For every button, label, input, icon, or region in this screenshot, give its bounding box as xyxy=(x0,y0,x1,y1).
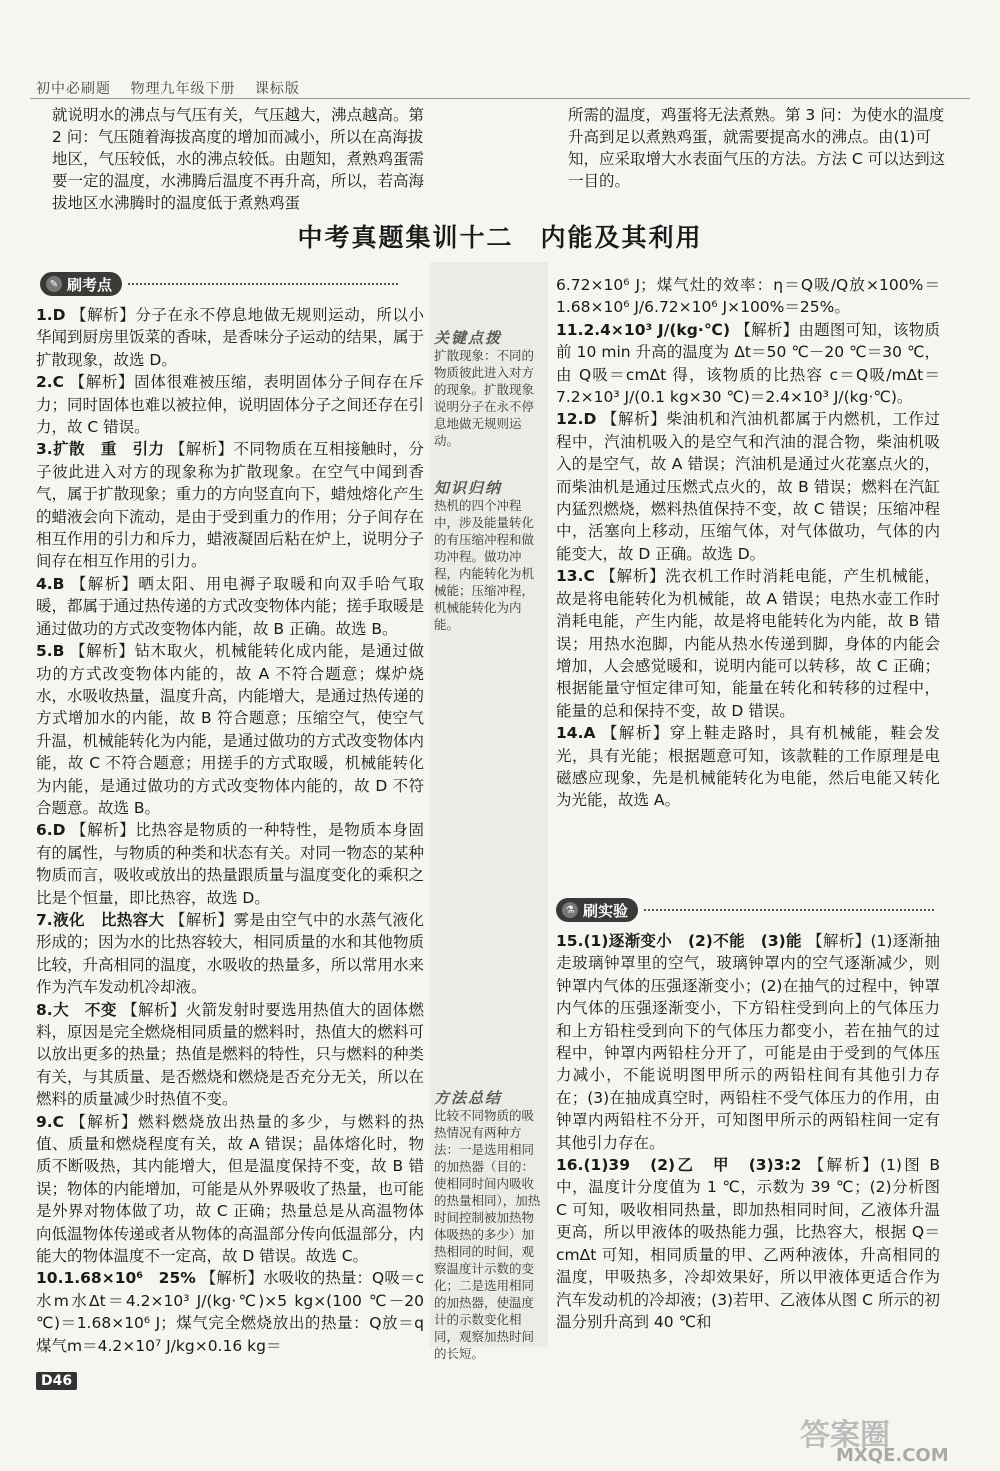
flask-icon: ⚗ xyxy=(562,902,578,918)
answer-explanation: 【解析】穿上鞋走路时，具有机械能，鞋会发光，具有光能；根据题意可知，该款鞋的工作原理是电磁感应现象，先是机械能转化为电能，然后电能又转化为光能，故选 A。 xyxy=(556,724,940,810)
answer-explanation: 6.72×10⁶ J；煤气灶的效率：η＝Q吸/Q放×100%＝1.68×10⁶ J/6.72×10⁶ J×100%＝25%。 xyxy=(556,276,940,317)
watermark-url: MXQE.COM xyxy=(836,1445,949,1466)
answer-explanation: 【解析】雾是由空气中的水蒸气液化形成的；因为水的比热容较大，相同质量的水和其他物质比较，升高相同的温度，水吸收的热量多，所以常用水来作为汽车发动机冷却液。 xyxy=(36,910,424,997)
answer-number: 11.2.4×10³ J/(kg·℃) xyxy=(556,320,731,339)
answer-item xyxy=(556,1154,940,1333)
answer-explanation: 【解析】晒太阳、用电褥子取暖和向双手哈气取暖，都属于通过热传递的方式改变物体内能；搓手取暖是通过做功的方式改变物体内能，故 B 正确。故选 B。 xyxy=(36,574,424,638)
answer-explanation: 【解析】柴油机和汽油机都属于内燃机，工作过程中，汽油机吸入的是空气和汽油的混合物，柴油机吸入的是空气，故 A 错误；汽油机是通过火花塞点火的，而柴油机是通过压燃式点火的，故 B 错误；燃料在汽缸内猛烈燃烧，燃料热值保持不变，故 C 错误；压缩冲程中，活塞向上移动，压缩气体，对气体做功，气体的内能变大，故 D 正确。故选 D。 xyxy=(556,410,940,563)
answer-explanation: 【解析】钻木取火，机械能转化成内能，是通过做功的方式改变物体内能的，故 A 不符合题意；煤炉烧水，水吸收热量，温度升高，内能增大，是通过热传递的方式增加水的内能，故 B 符合题意；压缩空气，使空气升温，机械能转化为内能，是通过做功的方式改变物体内能，故 C 不符合题意；用搓手的方式取暖，机械能转化为内能，是通过做功的方式改变物体内能的，故 D 不符合题意。故选 B。 xyxy=(36,642,424,817)
answer-number: 14.A xyxy=(556,724,596,743)
answer-item xyxy=(36,573,424,640)
continued-text-right: 所需的温度，鸡蛋将无法煮熟。第 3 问：为使水的温度升高到足以煮熟鸡蛋，就需要提高水的沸点。由(1)可知，应采取增大水表面气压的方法。方法 C 可以达到这一目的。 xyxy=(568,106,946,190)
sidebar-note-1: 关键点拨 扩散现象：不同的物质彼此进入对方的现象。扩散现象说明分子在永不停息地做无规则运动。 xyxy=(434,329,535,448)
pen-icon: ✎ xyxy=(46,276,62,292)
answer-explanation: 【解析】(1)逐渐抽走玻璃钟罩里的空气，玻璃钟罩内的空气逐渐减少，则钟罩内气体的压强逐渐变小；(2)在抽气的过程中，钟罩内气体的压强逐渐变小，下方铅柱受到向上的气体压力和上方铅柱受到向下的气体压力都变小，若在抽气的过程中，钟罩内两铅柱分开了，可能是由于受到的气体压力减小，不能说明图甲所示的两铅柱间有其他引力存在；(3)在抽成真空时，两铅柱不受气体压力的作用，由钟罩内两铅柱不分开，可知图甲所示的两铅柱间一定有其他引力存在。 xyxy=(556,932,940,1152)
running-header xyxy=(36,78,314,98)
answer-item xyxy=(36,371,424,438)
answer-explanation: 【解析】比热容是物质的一种特性，是物质本身固有的属性，与物质的种类和状态有关。对同一物态的某种物质而言，吸收或放出的热量跟质量与温度变化的乘积之比是个恒量，即比热容，故选 D。 xyxy=(36,821,424,907)
answer-number: 13.C xyxy=(556,567,595,586)
answer-item xyxy=(556,722,940,812)
answer-item xyxy=(556,408,940,565)
answer-number: 3.扩散 重 引力 xyxy=(36,440,165,459)
answer-number: 12.D xyxy=(556,410,597,429)
answer-number: 15.(1)逐渐变小 (2)不能 (3)能 xyxy=(556,932,802,950)
answer-explanation: 【解析】燃料燃烧放出热量的多少，与燃料的热值、质量和燃烧程度有关，故 A 错误；晶体熔化时，物质不断吸热，其内能增大，但是温度保持不变，故 B 错误；物体的内能增加，可能是从外界吸收了热量，也可能是外界对物体做了功，故 C 正确；热量总是从高温物体向低温物体传递或者从物体的高温部分传向低温部分，内能大的物体温度不一定高，故 D 错误。故选 C。 xyxy=(36,1112,424,1266)
header-series: 初中必刷题 xyxy=(36,81,111,97)
answer-number: 8.大 不变 xyxy=(36,1000,117,1019)
answer-item xyxy=(36,909,424,999)
answer-item xyxy=(36,999,424,1111)
answer-item xyxy=(556,930,940,1154)
answer-item xyxy=(36,1267,424,1357)
answer-item xyxy=(36,640,424,819)
right-answers xyxy=(556,274,940,812)
right-answers-experiment xyxy=(556,930,940,1333)
left-answers xyxy=(36,304,424,1357)
sidebar-note-3: 方法总结 比较不同物质的吸热情况有两种方法：一是选用相同的加热器（目的：使相同时间内吸收的热量相同），加热时间控制被加热物体吸热的多少）加热相同的时间，观察温度计示数的变化；二是选用相同的加热器，使温度计的示数变化相同，观察加热时间的长短。 xyxy=(434,1089,541,1361)
answer-number: 9.C xyxy=(36,1112,65,1131)
answer-number: 7.液化 比热容大 xyxy=(36,910,165,929)
section-label-shiyan: ⚗ 刷实验 xyxy=(556,898,934,922)
answer-number: 4.B xyxy=(36,574,65,593)
answer-number: 6.D xyxy=(36,821,66,840)
dotted-rule xyxy=(128,283,398,285)
answer-explanation: 【解析】不同物质在互相接触时，分子彼此进入对方的现象称为扩散现象。在空气中闻到香气，属于扩散现象；重力的方向竖直向下，蜡烛熔化产生的蜡液会向下流动，是由于受到重力的作用；分子间存在相互作用的引力和斥力，蜡液凝固后粘在炉上，说明分子间存在相互作用的引力。 xyxy=(36,440,424,571)
dotted-rule xyxy=(644,909,934,911)
page-number: D46 xyxy=(36,1372,77,1390)
answer-number: 2.C xyxy=(36,373,65,392)
sidebar-note-2: 知识归纳 热机的四个冲程中，涉及能量转化的有压缩冲程和做功冲程。做功冲程，内能转化为机械能；压缩冲程，机械能转化为内能。 xyxy=(434,479,535,632)
answer-explanation: 【解析】分子在永不停息地做无规则运动，所以小华闻到厨房里饭菜的香味，是香味分子运动的结果，属于扩散现象，故选 D。 xyxy=(36,306,424,369)
answer-explanation: 【解析】固体很难被压缩，表明固体分子间存在斥力；同时固体也难以被拉伸，说明固体分子之间还存在引力，故 C 错误。 xyxy=(36,373,424,437)
answer-item xyxy=(556,565,940,722)
answer-item xyxy=(556,274,940,319)
answer-item xyxy=(36,1111,424,1268)
answer-number: 10.1.68×10⁶ 25% xyxy=(36,1269,196,1288)
answer-explanation: 【解析】由题图可知，该物质前 10 min 升高的温度为 Δt＝50 ℃－20 ℃＝30 ℃，由 Q吸＝cmΔt 得，该物质的比热容 c＝Q吸/mΔt＝7.2×10³ J/(0.1 kg×30 ℃)＝2.4×10³ J/(kg·℃)。 xyxy=(556,320,940,407)
header-edition: 课标版 xyxy=(254,81,300,97)
answer-explanation: 【解析】水吸收的热量：Q吸＝c水m水Δt＝4.2×10³ J/(kg·℃)×5 kg×(100 ℃－20 ℃)＝1.68×10⁶ J；煤气完全燃烧放出的热量：Q放＝q煤气m＝4.2×10⁷ J/kg×0.16 kg＝ xyxy=(36,1269,424,1355)
continued-text-left: 就说明水的沸点与气压有关，气压越大，沸点越高。第 2 问：气压随着海拔高度的增加而减小，所以在高海拔地区，气压较低，水的沸点较低。由题知，煮熟鸡蛋需要一定的温度，水沸腾后温度不再升高，所以，若高海拔地区水沸腾时的温度低于煮熟鸡蛋 xyxy=(52,106,425,212)
answer-item xyxy=(36,304,424,371)
section-label-kaodian: ✎ 刷考点 xyxy=(40,272,398,296)
answer-item xyxy=(556,319,940,409)
section-title: 中考真题集训十二 内能及其利用 xyxy=(297,223,703,252)
answer-item xyxy=(36,438,424,572)
answer-explanation: 【解析】(1)图 B 中，温度计分度值为 1 ℃，示数为 39 ℃；(2)分析图 C 可知，吸收相同热量，即加热相同时间，乙液体升温更高，所以甲液体的吸热能力强，比热容大，根据 Q＝cmΔt 可知，相同质量的甲、乙两种液体，升高相同的温度，甲吸热多，冷却效果好，所以甲液体更适合作为汽车发动机的冷却液；(3)若甲、乙液体从图 C 所示的初温分别升高到 40 ℃和 xyxy=(556,1156,940,1331)
answer-number: 5.B xyxy=(36,642,65,661)
answer-number: 1.D xyxy=(36,306,66,324)
answer-item xyxy=(36,819,424,909)
answer-number: 16.(1)39 (2)乙 甲 (3)3:2 xyxy=(556,1156,802,1175)
header-rule xyxy=(30,98,970,99)
answer-explanation: 【解析】火箭发射时要选用热值大的固体燃料，原因是完全燃烧相同质量的燃料时，热值大的燃料可以放出更多的热量；热值是燃料的特性，只与燃料的种类有关，与其质量、是否燃烧和燃烧是否充分无关，所以在燃料的质量减少时热值不变。 xyxy=(36,1000,424,1109)
header-subject: 物理九年级下册 xyxy=(130,81,236,97)
answer-explanation: 【解析】洗衣机工作时消耗电能，产生机械能，故是将电能转化为机械能，故 A 错误；电热水壶工作时消耗电能，产生内能，故是将电能转化为内能，故 B 错误；用热水泡脚，内能从热水传递到脚，身体的内能会增加，人会感觉暖和，说明内能可以转移，故 C 正确；根据能量守恒定律可知，能量在转化和转移的过程中，能量的总和保持不变，故 D 错误。 xyxy=(556,567,940,720)
watermark-logo: 答案圈 xyxy=(800,1418,890,1453)
